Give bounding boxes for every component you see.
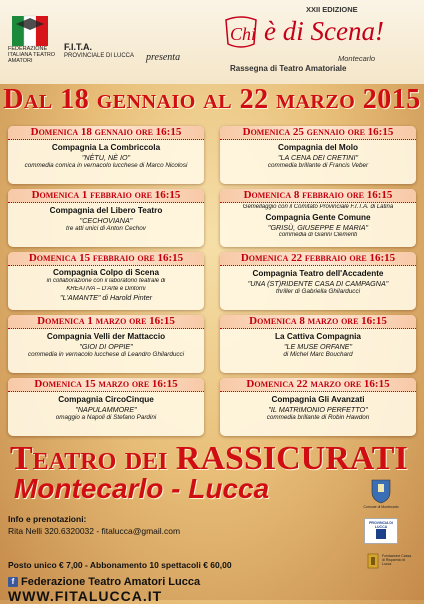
event-date: Domenica 18 gennaio ore 16:15 <box>8 126 204 140</box>
fondazione-logo-icon <box>366 552 380 570</box>
event-card <box>220 252 416 310</box>
event-note: KREATIVA – D'Arte e Dintorni <box>66 285 146 292</box>
event-company: Compagnia Velli der Mattaccio <box>46 332 166 341</box>
rassegna-label: Rassegna di Teatro Amatoriale <box>230 64 347 73</box>
event-title: "LE MUSE ORFANE" <box>283 342 353 351</box>
facebook-line[interactable] <box>8 576 200 588</box>
event-desc: tre atti unici di Anton Čechov <box>66 225 146 232</box>
event-card <box>8 315 204 373</box>
edition-label: XXII EDIZIONE <box>306 5 358 14</box>
venue-city: Montecarlo - Lucca <box>14 473 270 504</box>
event-date: Domenica 8 febbraio ore 16:15 <box>220 189 416 203</box>
event-date: Domenica 1 febbraio ore 16:15 <box>8 189 204 203</box>
event-title: "NÈTU, NÈ IO" <box>81 153 131 162</box>
event-note: Gemellaggio con il Comitato Provinciale F.I.T.A. di Latina <box>242 204 394 210</box>
event-note: in collaborazione con il laboratorio teatrale di <box>46 278 166 284</box>
event-title: "IL MATRIMONIO PERFETTO" <box>268 405 368 414</box>
event-company: Compagnia Gente Comune <box>265 212 371 222</box>
event-card <box>8 189 204 247</box>
event-card <box>220 315 416 373</box>
event-card <box>8 126 204 184</box>
provincia-emblem-icon <box>375 528 387 540</box>
facebook-label: Federazione Teatro Amatori Lucca <box>21 576 201 588</box>
fita-label: F.I.T.A. <box>64 42 93 52</box>
event-company: Compagnia Colpo di Scena <box>53 268 159 277</box>
event-date: Domenica 15 febbraio ore 16:15 <box>8 252 204 266</box>
event-desc: thriller di Gabriella Ghilarducci <box>276 288 360 295</box>
fondazione-label: Fondazione Cassa di Risparmio di Lucca <box>382 554 412 566</box>
event-card <box>220 189 416 247</box>
event-desc: commedia brillante di Francis Veber <box>267 162 369 169</box>
event-title: "GIOI DI OPPIE" <box>79 342 133 351</box>
event-desc: di Michel Marc Bouchard <box>283 351 353 358</box>
provincia-logo <box>364 518 398 544</box>
event-card <box>220 378 416 436</box>
event-title: "GRISÙ, GIUSEPPE E MARIA" <box>267 222 369 232</box>
event-title: "CECHOVIANA" <box>79 216 133 225</box>
presenta-label: presenta <box>146 52 181 63</box>
header <box>0 0 424 84</box>
event-card <box>220 126 416 184</box>
event-title: "LA CENA DEI CRETINI" <box>277 153 359 162</box>
event-card <box>8 252 204 310</box>
event-desc: commedia di Gianni Clementi <box>278 231 358 238</box>
event-desc: commedia comica in vernacolo lucchese di Marco Nicolosi <box>24 162 188 169</box>
venue-name: Teatro dei RASSICURATI <box>10 440 408 477</box>
fita-sub-label: PROVINCIALE DI LUCCA <box>64 53 135 59</box>
ticket-price: Posto unico € 7,00 - Abbonamento 10 spettacoli € 60,00 <box>8 560 232 570</box>
event-company: Compagnia Gli Avanzati <box>271 395 365 404</box>
info-label: Info e prenotazioni: <box>8 514 87 524</box>
event-company: Compagnia del Molo <box>277 143 359 152</box>
place-label: Montecarlo <box>338 54 376 63</box>
event-date: Domenica 8 marzo ore 16:15 <box>220 315 416 329</box>
event-company: Compagnia del Libero Teatro <box>49 206 163 215</box>
facebook-icon: f <box>8 577 18 587</box>
info-contact[interactable]: Rita Nelli 320.6320032 - fitalucca@gmail.com <box>8 526 181 536</box>
event-date: Domenica 15 marzo ore 16:15 <box>8 378 204 392</box>
event-date: Domenica 22 febbraio ore 16:15 <box>220 252 416 266</box>
comune-crest-icon <box>370 478 392 504</box>
festival-title: è di Scena! <box>264 16 384 46</box>
event-company: Compagnia Teatro dell'Accadente <box>252 269 384 278</box>
event-date: Domenica 25 gennaio ore 16:15 <box>220 126 416 140</box>
event-desc: commedia in vernacolo lucchese di Leandro Ghilarducci <box>27 351 185 358</box>
chi-label: Chi <box>230 24 257 44</box>
event-desc: commedia brillante di Robin Hawdon <box>266 414 370 421</box>
event-card <box>8 378 204 436</box>
event-company: La Cattiva Compagnia <box>275 332 361 341</box>
federation-text: FEDERAZIONE ITALIANA TEATRO AMATORI <box>8 46 56 64</box>
event-date: Domenica 22 marzo ore 16:15 <box>220 378 416 392</box>
event-title: "NAPULAMMORE" <box>75 405 137 414</box>
comune-label: Comune di Montecarlo <box>363 505 399 509</box>
event-company: Compagnia CircoCinque <box>58 395 154 404</box>
event-company: Compagnia La Combriccola <box>51 143 161 152</box>
provincia-label: PROVINCIA DI LUCCA <box>369 521 393 529</box>
event-title: "UNA (ST)RIDENTE CASA DI CAMPAGNA" <box>247 279 389 288</box>
festival-dates: Dal 18 gennaio al 22 marzo 2015 <box>3 84 421 115</box>
event-title: "L'AMANTE" di Harold Pinter <box>60 293 152 302</box>
event-date: Domenica 1 marzo ore 16:15 <box>8 315 204 329</box>
event-desc: omaggio a Napoli di Stefano Pardini <box>55 414 157 421</box>
website-link[interactable]: WWW.FITALUCCA.IT <box>8 588 163 604</box>
